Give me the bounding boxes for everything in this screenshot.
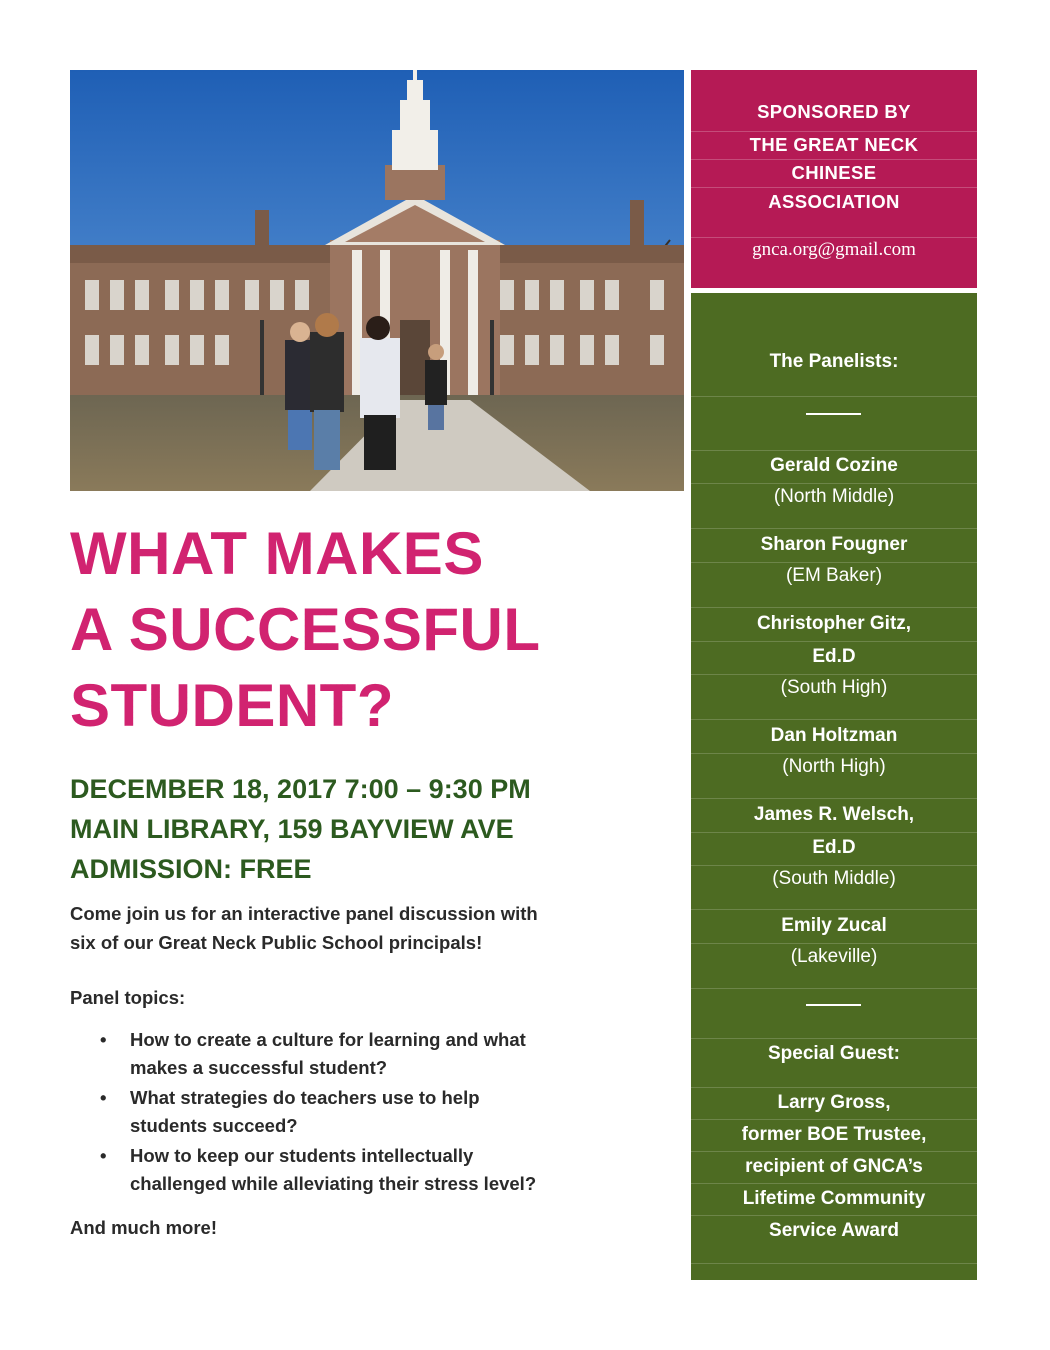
special-guest-line: Larry Gross, <box>777 1092 891 1113</box>
sponsor-email-link[interactable]: gnca.org@gmail.com <box>752 239 916 260</box>
panelist-school: (Lakeville) <box>790 946 878 967</box>
divider <box>691 607 977 608</box>
special-guest-line: Lifetime Community <box>742 1188 926 1209</box>
panelist-school: (North High) <box>782 756 886 777</box>
event-date-time: DECEMBER 18, 2017 7:00 – 9:30 PM <box>70 774 531 804</box>
panelist-name: Christopher Gitz, <box>756 613 912 634</box>
panelist-school: (North Middle) <box>773 486 895 507</box>
list-item <box>100 1142 670 1198</box>
topic-line: students succeed? <box>130 1115 298 1136</box>
panelist-name: Gerald Cozine <box>770 455 898 476</box>
list-item <box>100 1026 670 1082</box>
divider <box>691 988 977 989</box>
panelist-school: (South Middle) <box>772 868 896 889</box>
intro-line: six of our Great Neck Public School principals! <box>70 932 483 953</box>
divider <box>691 719 977 720</box>
intro-text <box>70 899 680 957</box>
divider <box>691 1263 977 1264</box>
sponsor-line: THE GREAT NECK <box>749 134 919 155</box>
panel-heading: The Panelists: <box>769 351 899 372</box>
divider <box>691 798 977 799</box>
event-headline <box>70 516 680 744</box>
topics-list <box>100 1026 670 1200</box>
sponsor-line: ASSOCIATION <box>768 191 900 212</box>
special-guest-heading: Special Guest: <box>768 1043 900 1064</box>
topic-line: What strategies do teachers use to help <box>130 1087 480 1108</box>
topic-line: How to keep our students intellectually <box>130 1145 474 1166</box>
panelist-name: Sharon Fougner <box>760 534 908 555</box>
closing-text: And much more! <box>70 1217 217 1238</box>
event-admission: ADMISSION: FREE <box>70 854 312 884</box>
bullet-icon: • <box>100 1087 107 1108</box>
headline-line: STUDENT? <box>70 672 394 739</box>
topic-line: challenged while alleviating their stress level? <box>130 1173 537 1194</box>
special-guest-line: former BOE Trustee, <box>741 1124 927 1145</box>
dash-divider <box>806 1004 861 1006</box>
panelist-school: (South High) <box>780 677 888 698</box>
panelist-degree: Ed.D <box>812 646 856 667</box>
panelist-name: Dan Holtzman <box>770 725 898 746</box>
bullet-icon: • <box>100 1145 107 1166</box>
list-item <box>100 1084 670 1140</box>
school-building-icon <box>70 70 684 491</box>
panelist-name: James R. Welsch, <box>753 804 915 825</box>
bullet-icon: • <box>100 1029 107 1050</box>
headline-line: WHAT MAKES <box>70 520 484 587</box>
divider <box>691 396 977 397</box>
sponsor-box <box>691 70 977 288</box>
topics-label: Panel topics: <box>70 987 186 1008</box>
special-guest-line: recipient of GNCA’s <box>745 1156 923 1177</box>
panelist-school: (EM Baker) <box>785 565 883 586</box>
panelists-box <box>691 293 977 1280</box>
event-details <box>70 769 680 889</box>
sponsor-line: CHINESE <box>791 162 877 183</box>
headline-line: A SUCCESSFUL <box>70 596 541 663</box>
intro-line: Come join us for an interactive panel discussion with <box>70 903 538 924</box>
divider <box>691 528 977 529</box>
dash-divider <box>806 413 861 415</box>
panelist-name: Emily Zucal <box>781 915 887 936</box>
topic-line: How to create a culture for learning and what <box>130 1029 526 1050</box>
panelist-degree: Ed.D <box>812 837 856 858</box>
special-guest-line: Service Award <box>769 1220 899 1241</box>
topic-line: makes a successful student? <box>130 1057 388 1078</box>
event-location: MAIN LIBRARY, 159 BAYVIEW AVE <box>70 814 514 844</box>
school-building-photo <box>70 70 684 491</box>
divider <box>691 909 977 910</box>
sponsor-line: SPONSORED BY <box>757 101 911 122</box>
